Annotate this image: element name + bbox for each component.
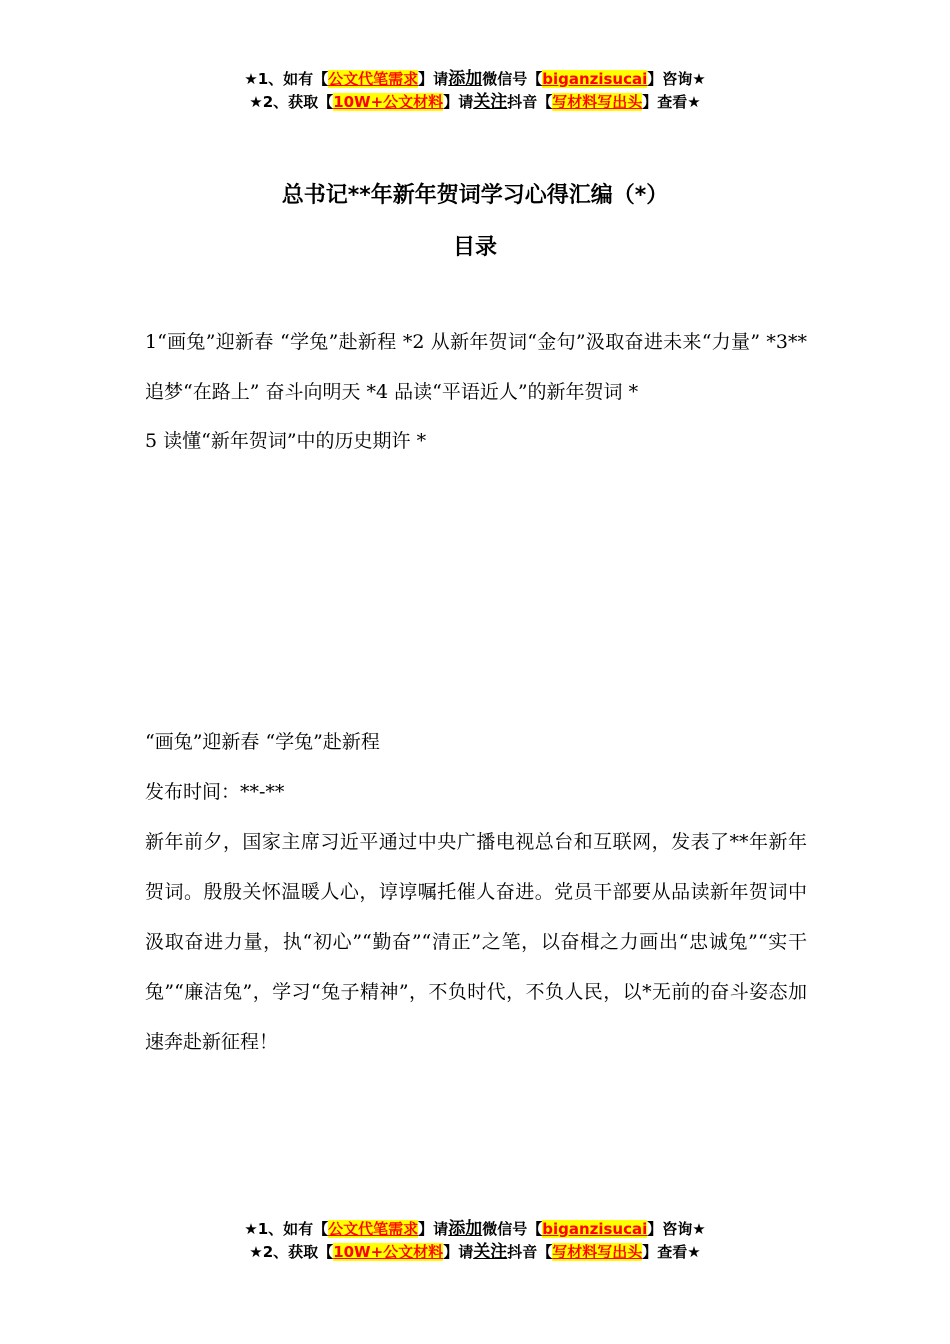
banner-text: 】请 (418, 70, 449, 88)
article (145, 717, 807, 1067)
banner-wechat-id: biganzisucai (542, 1220, 648, 1238)
banner-text: 】请 (443, 93, 474, 111)
banner-text: 】查看★ (642, 1243, 701, 1261)
banner-text: 】咨询★ (647, 70, 706, 88)
banner-text: 】查看★ (642, 93, 701, 111)
banner-text: ★1、如有【 (244, 1220, 329, 1238)
article-date: 发布时间：**-** (145, 781, 285, 803)
footer-line-2 (0, 1241, 950, 1264)
banner-highlight: 10W+公文材料 (333, 1243, 444, 1261)
article-heading: “画兔”迎新春 “学兔”赴新程 (145, 731, 380, 753)
toc-entry-5: 5 读懂“新年贺词”中的历史期许 * (145, 430, 427, 452)
banner-text: 抖音【 (507, 93, 553, 111)
banner-text: 微信号【 (482, 70, 543, 88)
footer-line-1 (0, 1218, 950, 1241)
banner-line-2 (0, 91, 950, 114)
banner-emphasis: 关注 (473, 1242, 508, 1262)
toc-heading: 目录 (452, 235, 497, 260)
banner-highlight: 公文代笔需求 (328, 70, 419, 88)
banner-text: 】咨询★ (647, 1220, 706, 1238)
banner-highlight: 10W+公文材料 (333, 93, 444, 111)
banner-emphasis: 添加 (448, 69, 483, 89)
banner-text: ★2、获取【 (249, 1243, 334, 1261)
banner-text: 】请 (418, 1220, 449, 1238)
footer-banner (0, 1218, 950, 1264)
banner-emphasis: 关注 (473, 92, 508, 112)
banner-douyin-id: 写材料写出头 (552, 93, 643, 111)
banner-text: 微信号【 (482, 1220, 543, 1238)
header-banner (0, 68, 950, 114)
banner-wechat-id: biganzisucai (542, 70, 648, 88)
banner-text: ★2、获取【 (249, 93, 334, 111)
toc-entries: 1“画兔”迎新春 “学兔”赴新程 *2 从新年贺词“金句”汲取奋进未来“力量” *3**追梦“在路上” 奋斗向明天 *4 品读“平语近人”的新年贺词 * (145, 331, 807, 403)
article-body: 新年前夕，国家主席习近平通过中央广播电视总台和互联网，发表了**年新年贺词。殷殷关怀温暖人心，谆谆嘱托催人奋进。党员干部要从品读新年贺词中汲取奋进力量，执“初心”“勤奋”“清正”之笔，以奋楫之力画出“忠诚兔”“实干兔”“廉洁兔”，学习“兔子精神”，不负时代，不负人民，以*无前的奋斗姿态加速奔赴新征程！ (145, 831, 807, 1053)
banner-text: 抖音【 (507, 1243, 553, 1261)
banner-line-1 (0, 68, 950, 91)
document-title: 总书记**年新年贺词学习心得汇编（*） (281, 183, 669, 208)
banner-highlight: 公文代笔需求 (328, 1220, 419, 1238)
banner-text: ★1、如有【 (244, 70, 329, 88)
banner-emphasis: 添加 (448, 1219, 483, 1239)
table-of-contents (145, 318, 807, 467)
banner-douyin-id: 写材料写出头 (552, 1243, 643, 1261)
banner-text: 】请 (443, 1243, 474, 1261)
